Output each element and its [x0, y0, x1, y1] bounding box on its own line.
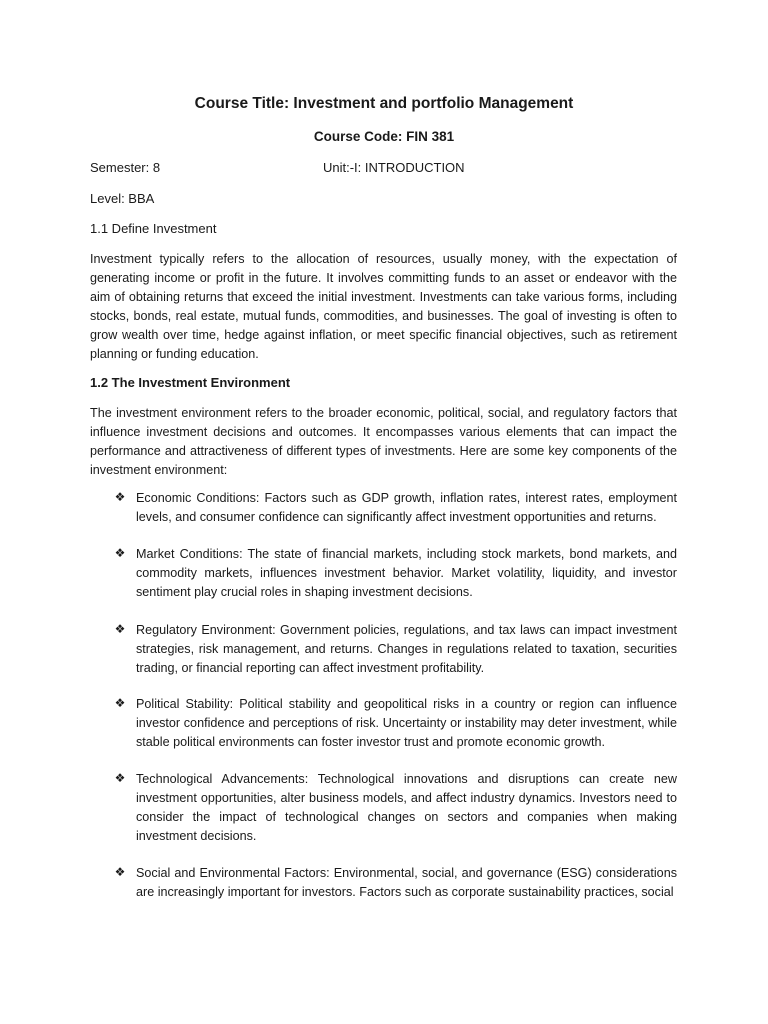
level-label: Level: BBA: [90, 191, 155, 206]
bullet-economic-conditions: Economic Conditions: Factors such as GDP growth, inflation rates, interest rates, employment levels, and consumer confidence can significantly affect investment opportunities and returns.: [136, 491, 677, 524]
investment-environment-paragraph: The investment environment refers to the broader economic, political, social, and regulatory factors that influence investment decisions and outcomes. It encompasses various elements that can impact the performance and attractiveness of different types of investments. Here are some key components of the investment environment:: [90, 406, 677, 477]
semester-label: Semester: 8: [90, 160, 161, 175]
unit-label: Unit:-I: INTRODUCTION: [323, 160, 465, 175]
course-title: Course Title: Investment and portfolio Management: [194, 95, 574, 112]
diamond-bullet-icon: ❖: [114, 546, 126, 560]
bullet-political-stability: Political Stability: Political stability and geopolitical risks in a country or region can influence investor confidence and perceptions of risk. Uncertainty or instability may deter investment, while stable political environments can foster investor trust and promote economic growth.: [136, 697, 677, 749]
bullet-technological-advancements: Technological Advancements: Technological innovations and disruptions can create new investment opportunities, alter business models, and affect industry dynamics. Investors need to consider the impact of technological changes on sectors and companies when making investment decisions.: [136, 772, 677, 843]
course-code: Course Code: FIN 381: [313, 129, 455, 144]
define-investment-paragraph: Investment typically refers to the allocation of resources, usually money, with the expectation of generating income or profit in the future. It involves committing funds to an asset or endeavor with the aim of obtaining returns that exceed the initial investment. Investments can take various forms, including stocks, bonds, real estate, mutual funds, commodities, and businesses. The goal of investing is often to grow wealth over time, hedge against inflation, or meet specific financial objectives, such as retirement planning or funding education.: [90, 252, 677, 361]
bullet-regulatory-environment: Regulatory Environment: Government policies, regulations, and tax laws can impact investment strategies, risk management, and returns. Changes in regulations related to taxation, securities trading, or financial reporting can affect investment profitability.: [136, 623, 677, 675]
bullet-social-environmental: Social and Environmental Factors: Environmental, social, and governance (ESG) considerations are increasingly important for investors. Factors such as corporate sustainability practices, social: [136, 866, 677, 899]
diamond-bullet-icon: ❖: [114, 865, 126, 879]
diamond-bullet-icon: ❖: [114, 771, 126, 785]
diamond-bullet-icon: ❖: [114, 696, 126, 710]
section-heading-define-investment: 1.1 Define Investment: [90, 221, 217, 236]
bullet-market-conditions: Market Conditions: The state of financial markets, including stock markets, bond markets, and commodity markets, influences investment behavior. Market volatility, liquidity, and investor sentiment play crucial roles in shaping investment decisions.: [136, 547, 677, 599]
diamond-bullet-icon: ❖: [114, 490, 126, 504]
section-heading-investment-environment: 1.2 The Investment Environment: [90, 375, 291, 390]
diamond-bullet-icon: ❖: [114, 622, 126, 636]
